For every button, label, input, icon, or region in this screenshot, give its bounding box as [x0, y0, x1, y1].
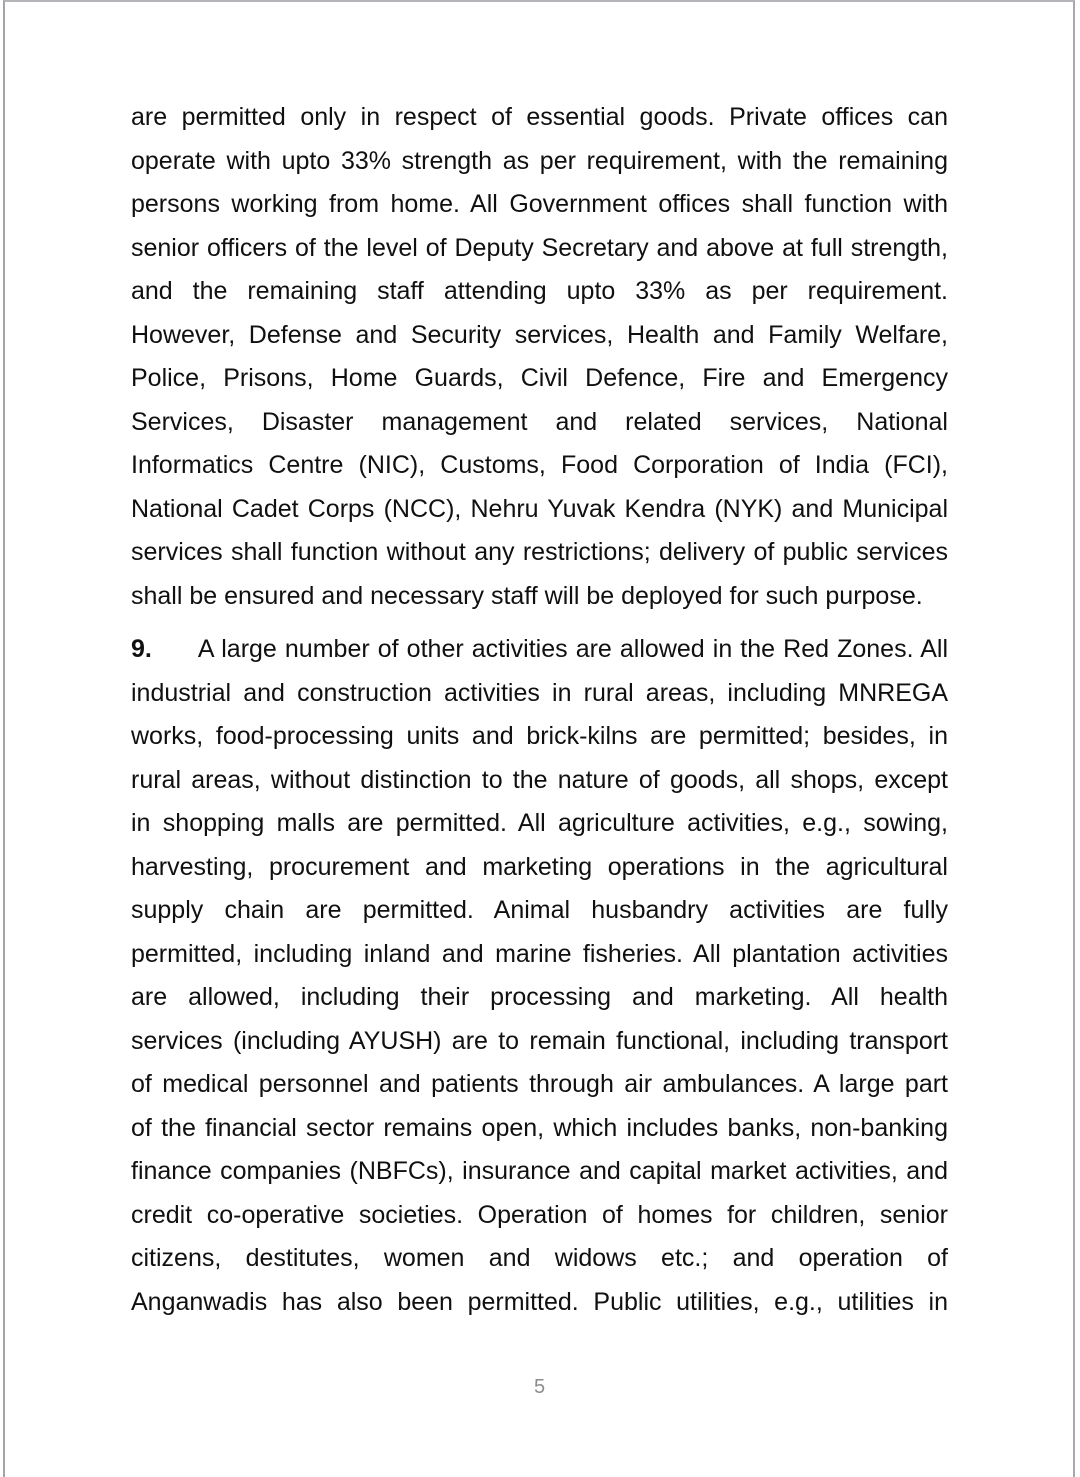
text-line: permitted, including inland and marine fisheries. All plantation activities	[131, 939, 948, 968]
text-line: citizens, destitutes, women and widows etc.; and operation of	[131, 1244, 948, 1272]
text-line: finance companies (NBFCs), insurance and capital market activities, and	[131, 1157, 948, 1185]
text-line: of the financial sector remains open, which includes banks, non-banking	[131, 1113, 948, 1142]
text-line: services (including AYUSH) are to remain functional, including transport	[131, 1026, 948, 1055]
text-line: services shall function without any restrictions; delivery of public services	[131, 538, 948, 566]
text-line: Informatics Centre (NIC), Customs, Food Corporation of India (FCI),	[131, 451, 948, 479]
text-line: harvesting, procurement and marketing operations in the agricultural	[131, 852, 948, 881]
text-line: persons working from home. All Government offices shall function with	[131, 190, 948, 218]
text-line: senior officers of the level of Deputy Secretary and above at full strength,	[131, 233, 948, 262]
text-line: rural areas, without distinction to the nature of goods, all shops, except	[131, 765, 948, 794]
text-line: shall be ensured and necessary staff will be deployed for such purpose.	[131, 581, 923, 610]
text-line: Services, Disaster management and related services, National	[131, 407, 948, 436]
document-text-column	[131, 96, 948, 1324]
text-line: National Cadet Corps (NCC), Nehru Yuvak Kendra (NYK) and Municipal	[131, 494, 948, 523]
text-line: Anganwadis has also been permitted. Public utilities, e.g., utilities in	[131, 1287, 948, 1316]
text-line: industrial and construction activities in rural areas, including MNREGA	[131, 678, 948, 707]
paragraph-first-line-text: A large number of other activities are allowed in the Red Zones. All	[197, 635, 948, 663]
text-line: of medical personnel and patients through air ambulances. A large part	[131, 1070, 948, 1098]
paragraph-9	[131, 628, 948, 1324]
text-line	[131, 628, 948, 672]
text-line: supply chain are permitted. Animal husbandry activities are fully	[131, 896, 948, 924]
text-line: works, food-processing units and brick-kilns are permitted; besides, in	[131, 722, 948, 750]
text-line: operate with upto 33% strength as per requirement, with the remaining	[131, 146, 948, 175]
text-line: in shopping malls are permitted. All agriculture activities, e.g., sowing,	[131, 809, 948, 837]
paragraph-number: 9.	[131, 635, 152, 663]
text-line: are allowed, including their processing and marketing. All health	[131, 983, 948, 1011]
text-line: However, Defense and Security services, Health and Family Welfare,	[131, 320, 948, 349]
text-line: are permitted only in respect of essential goods. Private offices can	[131, 103, 948, 131]
text-line: credit co-operative societies. Operation of homes for children, senior	[131, 1200, 948, 1229]
text-line: and the remaining staff attending upto 33% as per requirement.	[131, 277, 948, 305]
paragraph-continuation	[131, 96, 948, 618]
text-line: Police, Prisons, Home Guards, Civil Defence, Fire and Emergency	[131, 364, 948, 392]
page-number: 5	[533, 1376, 546, 1398]
